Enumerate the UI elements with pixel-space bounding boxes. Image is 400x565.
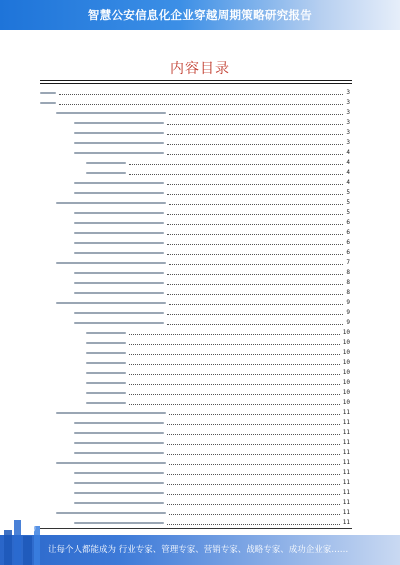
- toc-page-number: 9: [346, 299, 350, 306]
- toc-entry[interactable]: [86, 358, 350, 366]
- toc-entry-text-placeholder: [74, 472, 164, 474]
- toc-entry[interactable]: [40, 88, 350, 96]
- toc-entry-text-placeholder: [56, 412, 166, 414]
- toc-page-number: 11: [342, 499, 350, 506]
- toc-page-number: 11: [342, 479, 350, 486]
- toc-entry[interactable]: [56, 508, 350, 516]
- toc-entry[interactable]: [74, 318, 350, 326]
- toc-page-number: 8: [346, 289, 350, 296]
- toc-leader-dots: [169, 464, 340, 465]
- toc-page-number: 4: [346, 179, 350, 186]
- toc-page-number: 11: [342, 489, 350, 496]
- toc-entry-text-placeholder: [86, 362, 126, 364]
- toc-page-number: 10: [342, 359, 350, 366]
- toc-page-number: 4: [346, 169, 350, 176]
- toc-leader-dots: [167, 244, 343, 245]
- toc-entry[interactable]: [74, 208, 350, 216]
- toc-entry[interactable]: [74, 118, 350, 126]
- toc-leader-dots: [129, 354, 340, 355]
- toc-entry[interactable]: [74, 518, 350, 526]
- toc-entry[interactable]: [74, 218, 350, 226]
- toc-entry-text-placeholder: [74, 282, 164, 284]
- toc-entry-text-placeholder: [74, 152, 164, 154]
- footer-slogan: 让每个人都能成为 行业专家、管理专家、营销专家、战略专家、成功企业家……: [48, 545, 349, 555]
- toc-page-number: 3: [346, 89, 350, 96]
- toc-leader-dots: [167, 484, 340, 485]
- toc-page-number: 11: [342, 519, 350, 526]
- toc-page-number: 3: [346, 109, 350, 116]
- toc-entry-text-placeholder: [74, 222, 164, 224]
- toc-entry-text-placeholder: [40, 102, 56, 104]
- toc-entry[interactable]: [74, 268, 350, 276]
- toc-leader-dots: [129, 174, 343, 175]
- toc-leader-dots: [167, 294, 343, 295]
- toc-entry[interactable]: [74, 138, 350, 146]
- toc-page-number: 6: [346, 219, 350, 226]
- toc-page-number: 8: [346, 279, 350, 286]
- toc-list: [0, 88, 400, 528]
- toc-entry[interactable]: [74, 308, 350, 316]
- toc-leader-dots: [129, 404, 340, 405]
- toc-leader-dots: [167, 494, 340, 495]
- toc-entry-text-placeholder: [74, 182, 164, 184]
- toc-leader-dots: [167, 224, 343, 225]
- toc-leader-dots: [129, 394, 340, 395]
- toc-entry[interactable]: [56, 198, 350, 206]
- toc-page-number: 10: [342, 329, 350, 336]
- toc-leader-dots: [129, 164, 343, 165]
- toc-page-number: 9: [346, 319, 350, 326]
- toc-leader-dots: [167, 234, 343, 235]
- toc-entry-text-placeholder: [86, 402, 126, 404]
- toc-entry[interactable]: [74, 148, 350, 156]
- toc-entry[interactable]: [86, 328, 350, 336]
- toc-leader-dots: [167, 144, 343, 145]
- toc-entry-text-placeholder: [86, 352, 126, 354]
- toc-page-number: 11: [342, 459, 350, 466]
- toc-leader-dots: [167, 444, 340, 445]
- toc-entry[interactable]: [86, 378, 350, 386]
- toc-entry[interactable]: [74, 228, 350, 236]
- toc-leader-dots: [167, 504, 340, 505]
- bottom-rule: [40, 528, 352, 529]
- toc-page-number: 4: [346, 149, 350, 156]
- toc-entry-text-placeholder: [40, 92, 56, 94]
- toc-page-number: 5: [346, 189, 350, 196]
- toc-page-number: 11: [342, 469, 350, 476]
- toc-leader-dots: [167, 214, 343, 215]
- toc-leader-dots: [169, 514, 340, 515]
- toc-entry[interactable]: [40, 98, 350, 106]
- toc-page-number: 10: [342, 389, 350, 396]
- toc-leader-dots: [167, 474, 340, 475]
- toc-entry[interactable]: [74, 468, 350, 476]
- toc-leader-dots: [169, 304, 343, 305]
- toc-page-number: 3: [346, 99, 350, 106]
- toc-entry-text-placeholder: [74, 132, 164, 134]
- toc-entry-text-placeholder: [86, 332, 126, 334]
- toc-entry[interactable]: [56, 458, 350, 466]
- toc-entry[interactable]: [74, 478, 350, 486]
- toc-leader-dots: [59, 94, 343, 95]
- toc-leader-dots: [167, 454, 340, 455]
- toc-entry[interactable]: [74, 128, 350, 136]
- toc-page-number: 10: [342, 379, 350, 386]
- toc-leader-dots: [169, 414, 340, 415]
- toc-leader-dots: [167, 124, 343, 125]
- toc-page-number: 8: [346, 269, 350, 276]
- toc-leader-dots: [169, 264, 343, 265]
- toc-page-number: 11: [342, 439, 350, 446]
- toc-entry[interactable]: [56, 108, 350, 116]
- toc-entry-text-placeholder: [74, 142, 164, 144]
- toc-page-number: 5: [346, 199, 350, 206]
- toc-page-number: 3: [346, 119, 350, 126]
- toc-entry[interactable]: [74, 448, 350, 456]
- toc-entry[interactable]: [74, 498, 350, 506]
- toc-leader-dots: [167, 424, 340, 425]
- toc-leader-dots: [167, 284, 343, 285]
- toc-entry[interactable]: [56, 298, 350, 306]
- report-title: 智慧公安信息化企业穿越周期策略研究报告: [87, 8, 313, 22]
- toc-page-number: 10: [342, 349, 350, 356]
- toc-entry-text-placeholder: [74, 292, 164, 294]
- toc-entry[interactable]: [74, 238, 350, 246]
- toc-leader-dots: [167, 324, 343, 325]
- toc-entry[interactable]: [74, 178, 350, 186]
- toc-leader-dots: [167, 184, 343, 185]
- toc-entry-text-placeholder: [74, 242, 164, 244]
- toc-leader-dots: [167, 524, 340, 525]
- toc-leader-dots: [167, 434, 340, 435]
- toc-leader-dots: [167, 154, 343, 155]
- toc-entry[interactable]: [86, 348, 350, 356]
- toc-page-number: 4: [346, 159, 350, 166]
- toc-entry-text-placeholder: [74, 122, 164, 124]
- toc-page-number: 6: [346, 239, 350, 246]
- toc-page-number: 11: [342, 429, 350, 436]
- toc-entry[interactable]: [86, 158, 350, 166]
- toc-leader-dots: [129, 384, 340, 385]
- toc-entry[interactable]: [86, 388, 350, 396]
- toc-page-number: 11: [342, 509, 350, 516]
- toc-entry-text-placeholder: [74, 272, 164, 274]
- toc-entry[interactable]: [74, 428, 350, 436]
- toc-top-rule-double: [40, 83, 352, 84]
- toc-entry[interactable]: [86, 398, 350, 406]
- toc-entry-text-placeholder: [74, 442, 164, 444]
- toc-title: 内容目录: [170, 61, 230, 77]
- toc-entry-text-placeholder: [86, 382, 126, 384]
- toc-entry-text-placeholder: [56, 462, 166, 464]
- toc-entry-text-placeholder: [86, 372, 126, 374]
- toc-page-number: 11: [342, 449, 350, 456]
- toc-entry-text-placeholder: [56, 202, 166, 204]
- toc-page-number: 10: [342, 369, 350, 376]
- toc-leader-dots: [167, 254, 343, 255]
- toc-page-number: 10: [342, 399, 350, 406]
- skyline-decoration: [0, 510, 80, 565]
- toc-entry-text-placeholder: [74, 322, 164, 324]
- toc-page-number: 7: [346, 259, 350, 266]
- toc-entry[interactable]: [74, 248, 350, 256]
- toc-leader-dots: [129, 364, 340, 365]
- toc-entry-text-placeholder: [74, 452, 164, 454]
- toc-top-rule: [40, 80, 352, 81]
- toc-entry-text-placeholder: [74, 232, 164, 234]
- toc-leader-dots: [167, 274, 343, 275]
- toc-entry-text-placeholder: [86, 172, 126, 174]
- toc-entry-text-placeholder: [86, 162, 126, 164]
- toc-page-number: 11: [342, 409, 350, 416]
- toc-entry[interactable]: [74, 488, 350, 496]
- toc-page-number: 3: [346, 129, 350, 136]
- toc-entry-text-placeholder: [86, 392, 126, 394]
- toc-leader-dots: [129, 344, 340, 345]
- toc-leader-dots: [167, 194, 343, 195]
- toc-entry-text-placeholder: [74, 502, 164, 504]
- toc-leader-dots: [167, 134, 343, 135]
- toc-page-number: 10: [342, 339, 350, 346]
- toc-entry[interactable]: [86, 168, 350, 176]
- toc-entry-text-placeholder: [74, 432, 164, 434]
- toc-entry[interactable]: [56, 258, 350, 266]
- toc-entry-text-placeholder: [74, 212, 164, 214]
- toc-leader-dots: [169, 114, 343, 115]
- toc-entry-text-placeholder: [74, 422, 164, 424]
- toc-leader-dots: [169, 204, 343, 205]
- toc-entry-text-placeholder: [74, 252, 164, 254]
- toc-page-number: 9: [346, 309, 350, 316]
- toc-entry[interactable]: [86, 338, 350, 346]
- toc-entry-text-placeholder: [74, 312, 164, 314]
- toc-entry[interactable]: [74, 438, 350, 446]
- toc-entry-text-placeholder: [56, 112, 166, 114]
- toc-entry[interactable]: [74, 288, 350, 296]
- toc-entry-text-placeholder: [56, 302, 166, 304]
- toc-entry[interactable]: [74, 418, 350, 426]
- toc-entry-text-placeholder: [74, 482, 164, 484]
- toc-page-number: 6: [346, 229, 350, 236]
- toc-page-number: 6: [346, 249, 350, 256]
- toc-leader-dots: [167, 314, 343, 315]
- toc-page-number: 3: [346, 139, 350, 146]
- toc-entry[interactable]: [56, 408, 350, 416]
- toc-page-number: 5: [346, 209, 350, 216]
- toc-entry-text-placeholder: [86, 342, 126, 344]
- toc-leader-dots: [59, 104, 343, 105]
- toc-page-number: 11: [342, 419, 350, 426]
- toc-entry[interactable]: [74, 278, 350, 286]
- toc-entry-text-placeholder: [74, 192, 164, 194]
- toc-entry-text-placeholder: [56, 262, 166, 264]
- toc-entry-text-placeholder: [74, 492, 164, 494]
- toc-leader-dots: [129, 334, 340, 335]
- toc-entry-text-placeholder: [74, 522, 164, 524]
- toc-entry[interactable]: [86, 368, 350, 376]
- toc-entry[interactable]: [74, 188, 350, 196]
- toc-leader-dots: [129, 374, 340, 375]
